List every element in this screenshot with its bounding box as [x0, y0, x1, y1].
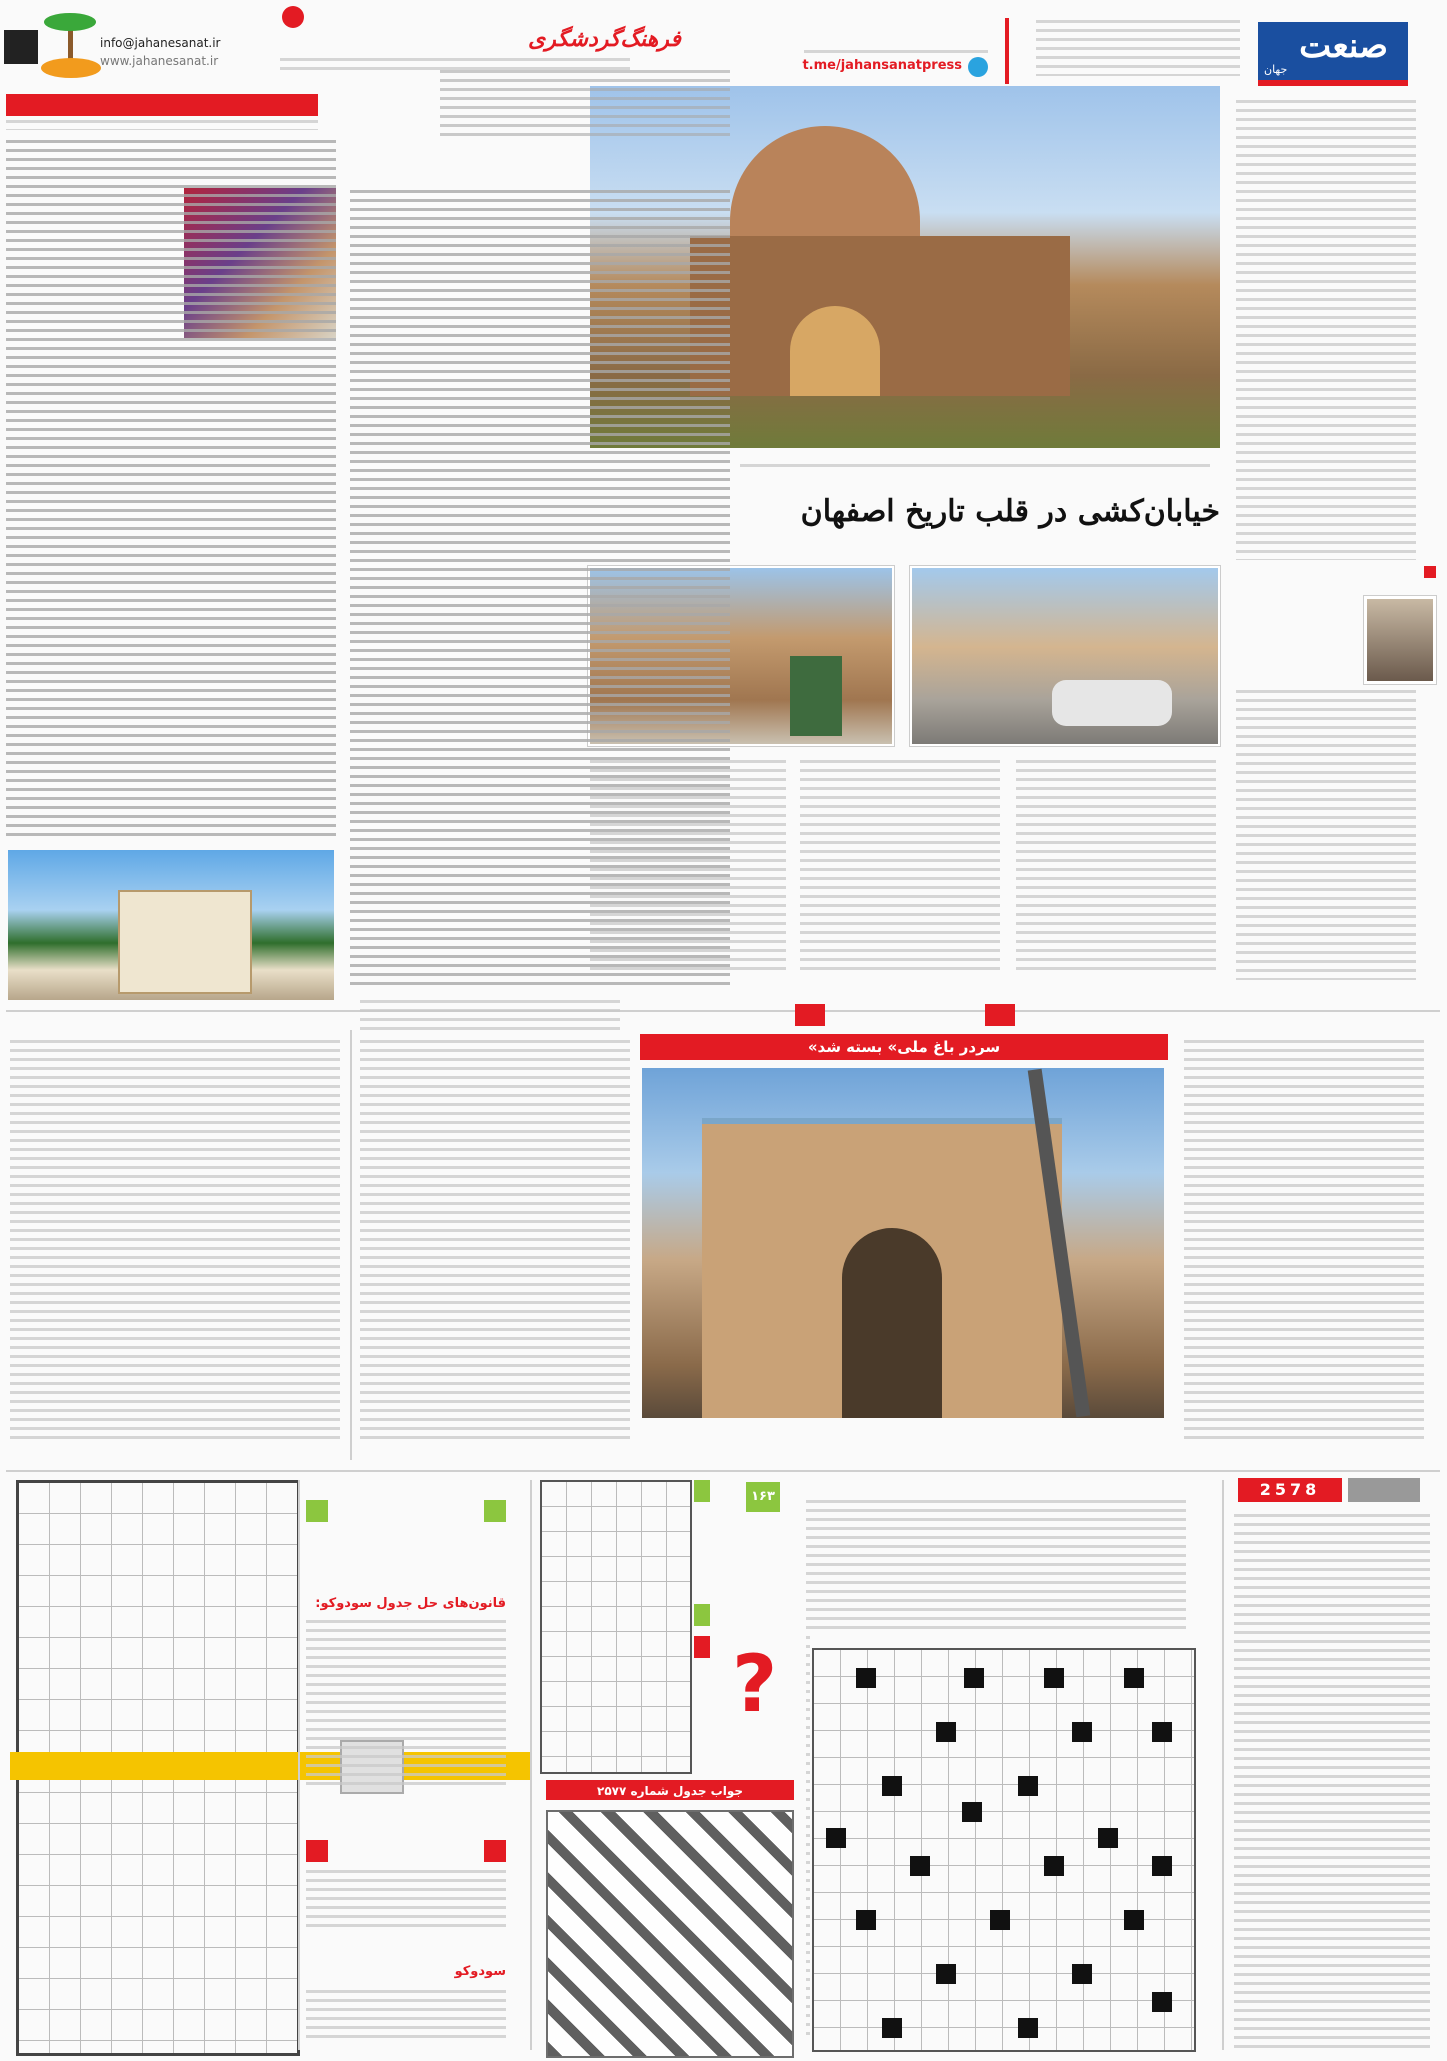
question-mark-icon: ?	[732, 1640, 778, 1730]
baghmelli-tab-right	[985, 1004, 1015, 1026]
band-col-mid2	[360, 1000, 620, 1030]
band-col-right	[1184, 1040, 1424, 1440]
left-banner-sub	[6, 120, 318, 130]
puzzle-divider	[6, 1470, 1440, 1472]
sudoku-label-text	[306, 1870, 506, 1930]
palm-icon	[38, 6, 104, 80]
question-mark-figure	[714, 1640, 794, 1760]
main-article-col1	[1016, 760, 1216, 970]
masthead-divider	[1005, 18, 1009, 84]
telegram-line	[804, 50, 988, 54]
green-tab-1	[694, 1480, 710, 1502]
issue-number-grey	[1348, 1478, 1420, 1502]
headline-rule	[740, 464, 1210, 472]
street-photo-right	[910, 566, 1220, 746]
section-title-text: فرهنگ‌گردشگری	[528, 26, 681, 52]
left-headline-blur	[440, 70, 730, 140]
crossword-clues-right	[1234, 1514, 1430, 2050]
mansion-building	[118, 890, 252, 994]
answer-grid	[546, 1810, 794, 2058]
telegram-text: t.me/jahansanatpress	[802, 58, 962, 73]
gate-arch	[842, 1228, 942, 1418]
sudoku-label-box	[306, 1840, 506, 2050]
crossword-blocks	[812, 1648, 1192, 2048]
puzzle-vline-2	[530, 1480, 532, 2050]
red-tab-1	[694, 1636, 710, 1658]
puzzle-vline-1	[298, 1480, 300, 2050]
baghmelli-headline-text: «سردر باغ ملی» بسته شد	[807, 1038, 1001, 1056]
qr-code[interactable]	[4, 30, 38, 64]
crossword-clues-mid	[806, 1500, 1186, 1630]
author-photo-marker	[1424, 566, 1436, 578]
issue-number-text: 2578	[1259, 1480, 1321, 1499]
website-text: www.jahanesanat.ir	[100, 54, 219, 68]
band-vline-1	[350, 1030, 352, 1460]
author-photo	[1364, 596, 1436, 684]
band-col-mid	[360, 1040, 630, 1440]
issue-number-box	[1238, 1478, 1342, 1502]
baghmelli-photo	[642, 1068, 1164, 1418]
main-article-col2	[800, 760, 1000, 970]
sudoku-grid-small[interactable]	[540, 1480, 692, 1774]
newspaper-logo[interactable]	[1258, 22, 1408, 86]
palm-logo	[38, 6, 104, 80]
answer-title-bar	[546, 1780, 794, 1800]
label-marker-right	[484, 1840, 506, 1862]
email-text: info@jahanesanat.ir	[100, 36, 221, 50]
telegram-icon	[968, 57, 988, 77]
sudoku-rules-text	[306, 1620, 506, 1790]
baghmelli-headline-bar	[640, 1034, 1168, 1060]
rules-top-marker-right	[484, 1500, 506, 1522]
crossword-black-cells	[812, 1648, 1192, 2048]
email-line[interactable]	[100, 32, 290, 48]
right-column-text	[1236, 100, 1416, 560]
sudoku-title: سودوکو	[454, 1964, 506, 1979]
sudoku-rules-title: قانون‌های حل جدول سودوکو:	[315, 1596, 506, 1611]
crossword-clues-left	[806, 1636, 810, 2036]
mansion-photo	[8, 850, 334, 1000]
website-line[interactable]	[100, 50, 290, 66]
center-column-text	[350, 190, 730, 990]
answer-badge-text: ۱۶۳	[751, 1489, 775, 1504]
rules-top-marker-left	[306, 1500, 328, 1522]
mosque-arch	[790, 306, 880, 396]
main-headline-text: خیابان‌کشی در قلب تاریخ اصفهان	[800, 494, 1220, 529]
parked-car	[1052, 680, 1172, 726]
telegram-link[interactable]	[804, 56, 988, 78]
logo-text: صنعت	[1299, 26, 1388, 66]
email-icon	[282, 6, 304, 28]
mosque-building	[690, 236, 1070, 396]
mosque-dome	[730, 126, 920, 246]
logo-sub: جهان	[1264, 63, 1288, 76]
puzzle-vline-3	[1222, 1480, 1224, 2050]
green-door	[790, 656, 842, 736]
label-marker-left	[306, 1840, 328, 1862]
left-red-banner	[6, 94, 318, 116]
sudoku-label-text-2	[306, 1990, 506, 2040]
masthead-info-blur	[1036, 20, 1240, 76]
sudoku-rules-box	[306, 1500, 506, 1820]
right-column-text-2	[1236, 690, 1416, 980]
left-column-text	[6, 140, 336, 840]
answer-badge	[746, 1482, 780, 1512]
band-divider-top	[6, 1010, 1440, 1012]
band-col-left	[10, 1040, 340, 1440]
baghmelli-tab-left	[795, 1004, 825, 1026]
green-tab-2	[694, 1604, 710, 1626]
answer-title: جواب جدول شماره ۲۵۷۷	[597, 1784, 743, 1798]
